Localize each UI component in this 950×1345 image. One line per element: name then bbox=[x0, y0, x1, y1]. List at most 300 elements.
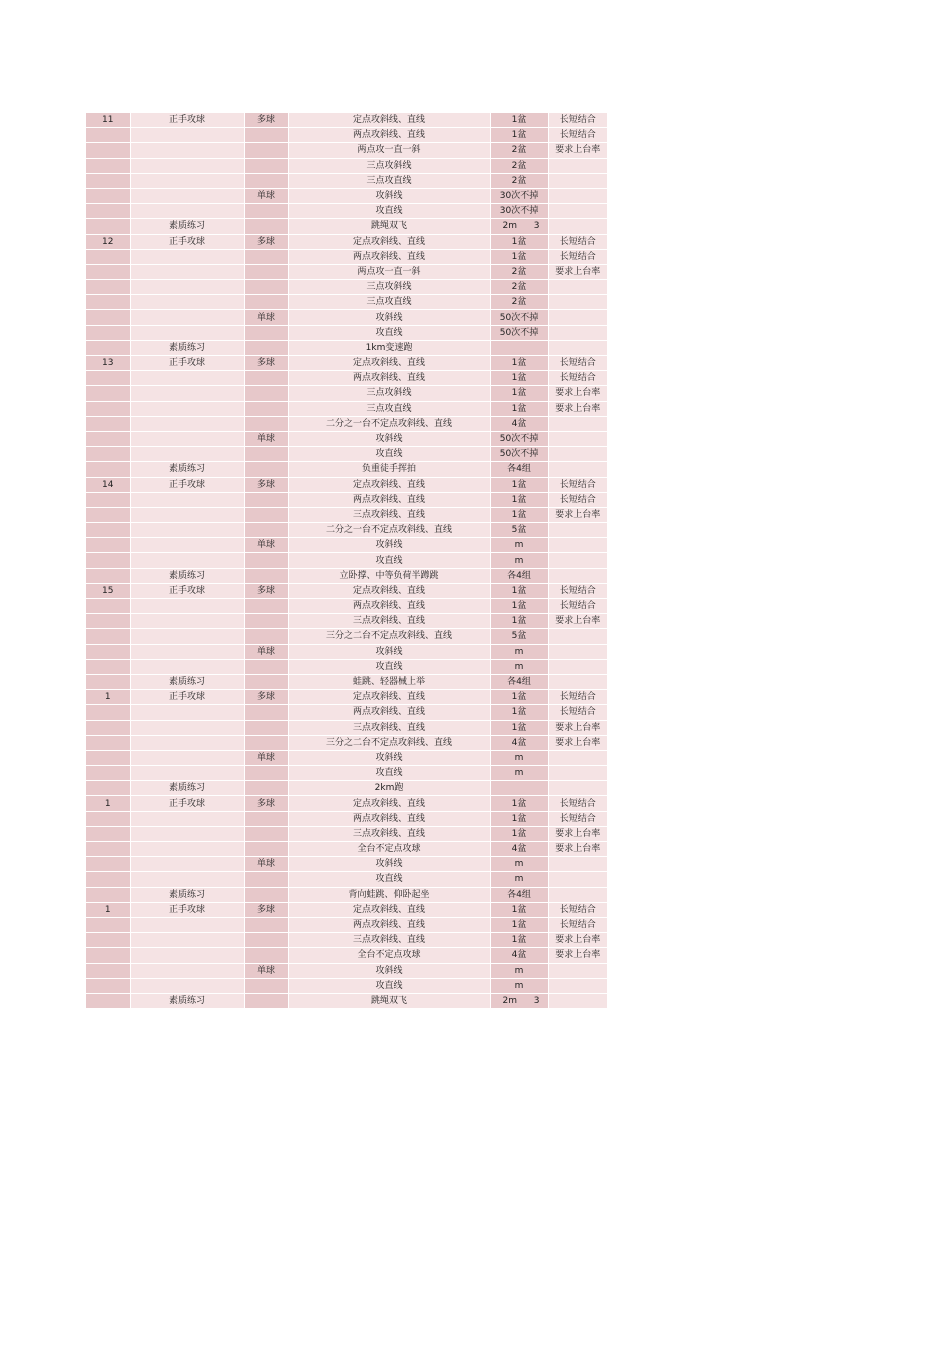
ball-type-cell bbox=[244, 629, 288, 644]
category-cell bbox=[130, 416, 244, 431]
drill-content-cell: 蛙跳、轻器械上举 bbox=[288, 674, 490, 689]
note-cell bbox=[548, 340, 607, 355]
quantity-cell: 2盆 bbox=[490, 264, 548, 279]
ball-type-cell bbox=[244, 264, 288, 279]
note-cell: 要求上台率 bbox=[548, 264, 607, 279]
quantity-cell: 1盆 bbox=[490, 811, 548, 826]
session-number-cell bbox=[86, 523, 130, 538]
ball-type-cell bbox=[244, 917, 288, 932]
note-cell: 要求上台率 bbox=[548, 948, 607, 963]
table-row bbox=[86, 249, 607, 264]
note-cell: 长短结合 bbox=[548, 917, 607, 932]
quantity-cell: 50次不掉 bbox=[490, 325, 548, 340]
session-number-cell bbox=[86, 340, 130, 355]
note-cell: 要求上台率 bbox=[548, 614, 607, 629]
quantity-cell: 1盆 bbox=[490, 492, 548, 507]
table-row bbox=[86, 356, 607, 371]
quantity-cell: 各4组 bbox=[490, 887, 548, 902]
session-number-cell bbox=[86, 447, 130, 462]
ball-type-cell bbox=[244, 325, 288, 340]
category-cell bbox=[130, 143, 244, 158]
category-cell bbox=[130, 173, 244, 188]
note-cell: 长短结合 bbox=[548, 583, 607, 598]
note-cell bbox=[548, 978, 607, 993]
session-number-cell bbox=[86, 993, 130, 1008]
table-row bbox=[86, 128, 607, 143]
ball-type-cell bbox=[244, 158, 288, 173]
quantity-cell bbox=[490, 219, 548, 234]
category-cell: 素质练习 bbox=[130, 340, 244, 355]
table-row bbox=[86, 401, 607, 416]
note-cell bbox=[548, 295, 607, 310]
ball-type-cell bbox=[244, 872, 288, 887]
session-number-cell bbox=[86, 173, 130, 188]
category-cell: 正手攻球 bbox=[130, 902, 244, 917]
quantity-value: 2m bbox=[502, 221, 517, 232]
drill-content-cell: 攻斜线 bbox=[288, 310, 490, 325]
category-cell bbox=[130, 917, 244, 932]
quantity-cell: 各4组 bbox=[490, 568, 548, 583]
ball-type-cell bbox=[244, 614, 288, 629]
quantity-cell: 1盆 bbox=[490, 705, 548, 720]
category-cell bbox=[130, 295, 244, 310]
session-number-cell bbox=[86, 280, 130, 295]
ball-type-cell bbox=[244, 993, 288, 1008]
drill-content-cell: 两点攻斜线、直线 bbox=[288, 599, 490, 614]
category-cell bbox=[130, 492, 244, 507]
table-row bbox=[86, 553, 607, 568]
category-cell bbox=[130, 948, 244, 963]
table-row bbox=[86, 340, 607, 355]
quantity-cell: 4盆 bbox=[490, 842, 548, 857]
category-cell bbox=[130, 447, 244, 462]
note-cell: 长短结合 bbox=[548, 796, 607, 811]
session-number-cell bbox=[86, 249, 130, 264]
drill-content-cell: 全台不定点攻球 bbox=[288, 948, 490, 963]
category-cell bbox=[130, 659, 244, 674]
category-cell bbox=[130, 978, 244, 993]
quantity-cell: 4盆 bbox=[490, 948, 548, 963]
drill-content-cell: 二分之一台不定点攻斜线、直线 bbox=[288, 416, 490, 431]
ball-type-cell bbox=[244, 447, 288, 462]
session-number-cell bbox=[86, 857, 130, 872]
quantity-cell: 1盆 bbox=[490, 477, 548, 492]
quantity-cell bbox=[490, 993, 548, 1008]
table-row bbox=[86, 978, 607, 993]
note-cell: 要求上台率 bbox=[548, 386, 607, 401]
category-cell bbox=[130, 431, 244, 446]
ball-type-cell bbox=[244, 386, 288, 401]
drill-content-cell: 攻斜线 bbox=[288, 188, 490, 203]
category-cell: 正手攻球 bbox=[130, 583, 244, 598]
ball-type-cell bbox=[244, 128, 288, 143]
ball-type-cell bbox=[244, 401, 288, 416]
table-row bbox=[86, 917, 607, 932]
note-cell bbox=[548, 219, 607, 234]
drill-content-cell: 跳绳双飞 bbox=[288, 993, 490, 1008]
quantity-cell: m bbox=[490, 766, 548, 781]
note-cell: 长短结合 bbox=[548, 477, 607, 492]
table-row bbox=[86, 629, 607, 644]
table-row bbox=[86, 781, 607, 796]
note-cell: 长短结合 bbox=[548, 902, 607, 917]
quantity-cell: 1盆 bbox=[490, 826, 548, 841]
drill-content-cell: 两点攻斜线、直线 bbox=[288, 917, 490, 932]
category-cell bbox=[130, 188, 244, 203]
note-cell bbox=[548, 280, 607, 295]
quantity-cell: 4盆 bbox=[490, 416, 548, 431]
quantity-cell: 30次不掉 bbox=[490, 188, 548, 203]
session-number-cell bbox=[86, 310, 130, 325]
note-cell bbox=[548, 993, 607, 1008]
note-cell bbox=[548, 523, 607, 538]
note-cell: 长短结合 bbox=[548, 249, 607, 264]
note-cell bbox=[548, 629, 607, 644]
drill-content-cell: 1km变速跑 bbox=[288, 340, 490, 355]
ball-type-cell: 多球 bbox=[244, 902, 288, 917]
quantity-cell: 2盆 bbox=[490, 173, 548, 188]
session-number-cell bbox=[86, 735, 130, 750]
quantity-cell: 2盆 bbox=[490, 158, 548, 173]
session-number-cell: 1 bbox=[86, 690, 130, 705]
table-row bbox=[86, 583, 607, 598]
session-number-cell: 14 bbox=[86, 477, 130, 492]
session-number-cell bbox=[86, 462, 130, 477]
drill-content-cell: 立卧撑、中等负荷半蹲跳 bbox=[288, 568, 490, 583]
table-row bbox=[86, 431, 607, 446]
category-cell: 正手攻球 bbox=[130, 796, 244, 811]
table-row bbox=[86, 143, 607, 158]
category-cell bbox=[130, 264, 244, 279]
session-number-cell bbox=[86, 826, 130, 841]
session-number-cell bbox=[86, 599, 130, 614]
category-cell: 素质练习 bbox=[130, 993, 244, 1008]
table-row bbox=[86, 796, 607, 811]
note-cell bbox=[548, 872, 607, 887]
ball-type-cell: 单球 bbox=[244, 750, 288, 765]
note-cell: 要求上台率 bbox=[548, 826, 607, 841]
category-cell: 素质练习 bbox=[130, 674, 244, 689]
note-cell: 长短结合 bbox=[548, 811, 607, 826]
note-cell bbox=[548, 857, 607, 872]
session-number-cell bbox=[86, 188, 130, 203]
session-number-cell bbox=[86, 659, 130, 674]
drill-content-cell: 两点攻斜线、直线 bbox=[288, 128, 490, 143]
category-cell bbox=[130, 766, 244, 781]
drill-content-cell: 定点攻斜线、直线 bbox=[288, 234, 490, 249]
category-cell bbox=[130, 811, 244, 826]
quantity-cell: 1盆 bbox=[490, 113, 548, 128]
category-cell: 正手攻球 bbox=[130, 690, 244, 705]
drill-content-cell: 攻直线 bbox=[288, 325, 490, 340]
category-cell bbox=[130, 204, 244, 219]
category-cell: 正手攻球 bbox=[130, 356, 244, 371]
category-cell bbox=[130, 644, 244, 659]
drill-content-cell: 三点攻直线 bbox=[288, 173, 490, 188]
note-cell: 长短结合 bbox=[548, 113, 607, 128]
quantity-cell: m bbox=[490, 644, 548, 659]
note-cell bbox=[548, 431, 607, 446]
drill-content-cell: 定点攻斜线、直线 bbox=[288, 690, 490, 705]
table-row bbox=[86, 173, 607, 188]
table-row bbox=[86, 644, 607, 659]
quantity-cell: 1盆 bbox=[490, 796, 548, 811]
note-cell bbox=[548, 204, 607, 219]
session-number-cell bbox=[86, 872, 130, 887]
table-row bbox=[86, 659, 607, 674]
session-number-cell bbox=[86, 644, 130, 659]
session-number-cell bbox=[86, 507, 130, 522]
drill-content-cell: 三点攻直线 bbox=[288, 401, 490, 416]
session-number-cell bbox=[86, 917, 130, 932]
ball-type-cell bbox=[244, 842, 288, 857]
table-row bbox=[86, 887, 607, 902]
quantity-cell: 1盆 bbox=[490, 356, 548, 371]
quantity-cell: 2盆 bbox=[490, 295, 548, 310]
session-number-cell: 15 bbox=[86, 583, 130, 598]
quantity-cell: m bbox=[490, 857, 548, 872]
note-cell: 长短结合 bbox=[548, 356, 607, 371]
quantity-cell: 1盆 bbox=[490, 401, 548, 416]
table-row bbox=[86, 523, 607, 538]
session-number-cell bbox=[86, 674, 130, 689]
ball-type-cell bbox=[244, 887, 288, 902]
ball-type-cell bbox=[244, 371, 288, 386]
category-cell: 素质练习 bbox=[130, 219, 244, 234]
session-number-cell bbox=[86, 963, 130, 978]
session-number-cell bbox=[86, 128, 130, 143]
session-number-cell bbox=[86, 811, 130, 826]
drill-content-cell: 定点攻斜线、直线 bbox=[288, 583, 490, 598]
ball-type-cell bbox=[244, 249, 288, 264]
category-cell bbox=[130, 249, 244, 264]
note-cell bbox=[548, 158, 607, 173]
category-cell bbox=[130, 842, 244, 857]
table-row bbox=[86, 993, 607, 1008]
session-number-cell bbox=[86, 750, 130, 765]
table-row bbox=[86, 674, 607, 689]
drill-content-cell: 两点攻一直一斜 bbox=[288, 143, 490, 158]
category-cell bbox=[130, 401, 244, 416]
note-cell: 长短结合 bbox=[548, 492, 607, 507]
session-number-cell bbox=[86, 158, 130, 173]
table-row bbox=[86, 842, 607, 857]
ball-type-cell bbox=[244, 173, 288, 188]
session-number-cell: 12 bbox=[86, 234, 130, 249]
category-cell: 素质练习 bbox=[130, 568, 244, 583]
drill-content-cell: 两点攻斜线、直线 bbox=[288, 371, 490, 386]
category-cell bbox=[130, 128, 244, 143]
drill-content-cell: 三点攻斜线、直线 bbox=[288, 507, 490, 522]
ball-type-cell: 多球 bbox=[244, 690, 288, 705]
drill-content-cell: 攻斜线 bbox=[288, 644, 490, 659]
category-cell bbox=[130, 750, 244, 765]
ball-type-cell: 多球 bbox=[244, 113, 288, 128]
quantity-cell: 50次不掉 bbox=[490, 431, 548, 446]
drill-content-cell: 二分之一台不定点攻斜线、直线 bbox=[288, 523, 490, 538]
note-cell: 长短结合 bbox=[548, 128, 607, 143]
quantity-cell: 1盆 bbox=[490, 720, 548, 735]
category-cell bbox=[130, 386, 244, 401]
quantity-cell: 2盆 bbox=[490, 280, 548, 295]
quantity-cell: m bbox=[490, 553, 548, 568]
ball-type-cell bbox=[244, 948, 288, 963]
category-cell bbox=[130, 629, 244, 644]
note-cell bbox=[548, 963, 607, 978]
drill-content-cell: 攻斜线 bbox=[288, 431, 490, 446]
ball-type-cell bbox=[244, 720, 288, 735]
session-number-cell bbox=[86, 842, 130, 857]
category-cell: 素质练习 bbox=[130, 462, 244, 477]
session-number-cell bbox=[86, 431, 130, 446]
quantity-cell: 1盆 bbox=[490, 599, 548, 614]
drill-content-cell: 定点攻斜线、直线 bbox=[288, 796, 490, 811]
category-cell bbox=[130, 872, 244, 887]
quantity-cell: 5盆 bbox=[490, 629, 548, 644]
session-number-cell bbox=[86, 325, 130, 340]
ball-type-cell bbox=[244, 705, 288, 720]
ball-type-cell: 单球 bbox=[244, 431, 288, 446]
quantity-cell bbox=[490, 340, 548, 355]
table-row bbox=[86, 447, 607, 462]
table-row bbox=[86, 963, 607, 978]
session-number-cell bbox=[86, 705, 130, 720]
note-cell bbox=[548, 644, 607, 659]
drill-content-cell: 攻直线 bbox=[288, 978, 490, 993]
drill-content-cell: 攻直线 bbox=[288, 447, 490, 462]
note-cell bbox=[548, 659, 607, 674]
table-row bbox=[86, 750, 607, 765]
quantity-cell: 1盆 bbox=[490, 234, 548, 249]
quantity-cell: m bbox=[490, 963, 548, 978]
drill-content-cell: 2km跑 bbox=[288, 781, 490, 796]
drill-content-cell: 全台不定点攻球 bbox=[288, 842, 490, 857]
table-row bbox=[86, 113, 607, 128]
session-number-cell bbox=[86, 887, 130, 902]
drill-content-cell: 攻直线 bbox=[288, 553, 490, 568]
table-row bbox=[86, 705, 607, 720]
session-number-cell: 1 bbox=[86, 902, 130, 917]
session-number-cell bbox=[86, 143, 130, 158]
ball-type-cell bbox=[244, 507, 288, 522]
session-number-cell bbox=[86, 386, 130, 401]
session-number-cell: 11 bbox=[86, 113, 130, 128]
ball-type-cell bbox=[244, 599, 288, 614]
session-number-cell bbox=[86, 204, 130, 219]
table-row bbox=[86, 204, 607, 219]
session-number-cell bbox=[86, 720, 130, 735]
quantity-cell: m bbox=[490, 872, 548, 887]
table-row bbox=[86, 568, 607, 583]
ball-type-cell bbox=[244, 781, 288, 796]
table-row bbox=[86, 948, 607, 963]
drill-content-cell: 定点攻斜线、直线 bbox=[288, 902, 490, 917]
ball-type-cell bbox=[244, 674, 288, 689]
category-cell: 素质练习 bbox=[130, 887, 244, 902]
ball-type-cell bbox=[244, 735, 288, 750]
drill-content-cell: 跳绳双飞 bbox=[288, 219, 490, 234]
quantity-cell: 50次不掉 bbox=[490, 310, 548, 325]
session-number-cell bbox=[86, 948, 130, 963]
drill-content-cell: 三点攻直线 bbox=[288, 295, 490, 310]
note-cell: 长短结合 bbox=[548, 690, 607, 705]
category-cell: 素质练习 bbox=[130, 781, 244, 796]
table-row bbox=[86, 280, 607, 295]
drill-content-cell: 攻斜线 bbox=[288, 857, 490, 872]
ball-type-cell: 多球 bbox=[244, 583, 288, 598]
quantity-cell: 1盆 bbox=[490, 902, 548, 917]
ball-type-cell bbox=[244, 295, 288, 310]
table-row bbox=[86, 538, 607, 553]
note-cell bbox=[548, 568, 607, 583]
session-number-cell bbox=[86, 416, 130, 431]
table-row bbox=[86, 219, 607, 234]
session-number-cell bbox=[86, 219, 130, 234]
session-number-cell bbox=[86, 553, 130, 568]
session-number-cell bbox=[86, 371, 130, 386]
drill-content-cell: 攻斜线 bbox=[288, 963, 490, 978]
training-plan-table bbox=[86, 113, 607, 1009]
drill-content-cell: 背向蛙跳、仰卧起坐 bbox=[288, 887, 490, 902]
table-row bbox=[86, 872, 607, 887]
table-row bbox=[86, 766, 607, 781]
ball-type-cell bbox=[244, 219, 288, 234]
note-cell bbox=[548, 188, 607, 203]
drill-content-cell: 三点攻斜线、直线 bbox=[288, 614, 490, 629]
table-row bbox=[86, 735, 607, 750]
session-number-cell bbox=[86, 629, 130, 644]
ball-type-cell: 单球 bbox=[244, 857, 288, 872]
table-row bbox=[86, 902, 607, 917]
quantity-cell: 1盆 bbox=[490, 583, 548, 598]
note-cell bbox=[548, 781, 607, 796]
note-cell: 长短结合 bbox=[548, 234, 607, 249]
category-cell bbox=[130, 857, 244, 872]
session-number-cell bbox=[86, 781, 130, 796]
category-cell bbox=[130, 325, 244, 340]
session-number-cell: 1 bbox=[86, 796, 130, 811]
note-cell: 要求上台率 bbox=[548, 143, 607, 158]
drill-content-cell: 三点攻斜线、直线 bbox=[288, 826, 490, 841]
quantity-cell: 1盆 bbox=[490, 249, 548, 264]
ball-type-cell bbox=[244, 416, 288, 431]
category-cell bbox=[130, 371, 244, 386]
quantity-cell: 1盆 bbox=[490, 614, 548, 629]
ball-type-cell bbox=[244, 568, 288, 583]
drill-content-cell: 两点攻斜线、直线 bbox=[288, 492, 490, 507]
session-number-cell bbox=[86, 264, 130, 279]
quantity-cell: 4盆 bbox=[490, 735, 548, 750]
table-row bbox=[86, 416, 607, 431]
table-row bbox=[86, 386, 607, 401]
quantity-cell bbox=[490, 781, 548, 796]
table-row bbox=[86, 690, 607, 705]
category-cell bbox=[130, 933, 244, 948]
ball-type-cell bbox=[244, 143, 288, 158]
note-cell: 长短结合 bbox=[548, 371, 607, 386]
note-cell: 要求上台率 bbox=[548, 735, 607, 750]
category-cell bbox=[130, 614, 244, 629]
table-row bbox=[86, 811, 607, 826]
session-number-cell bbox=[86, 295, 130, 310]
drill-content-cell: 定点攻斜线、直线 bbox=[288, 356, 490, 371]
quantity-cell: 50次不掉 bbox=[490, 447, 548, 462]
table-row bbox=[86, 720, 607, 735]
note-cell: 要求上台率 bbox=[548, 507, 607, 522]
category-cell bbox=[130, 310, 244, 325]
category-cell: 正手攻球 bbox=[130, 113, 244, 128]
table-row bbox=[86, 826, 607, 841]
